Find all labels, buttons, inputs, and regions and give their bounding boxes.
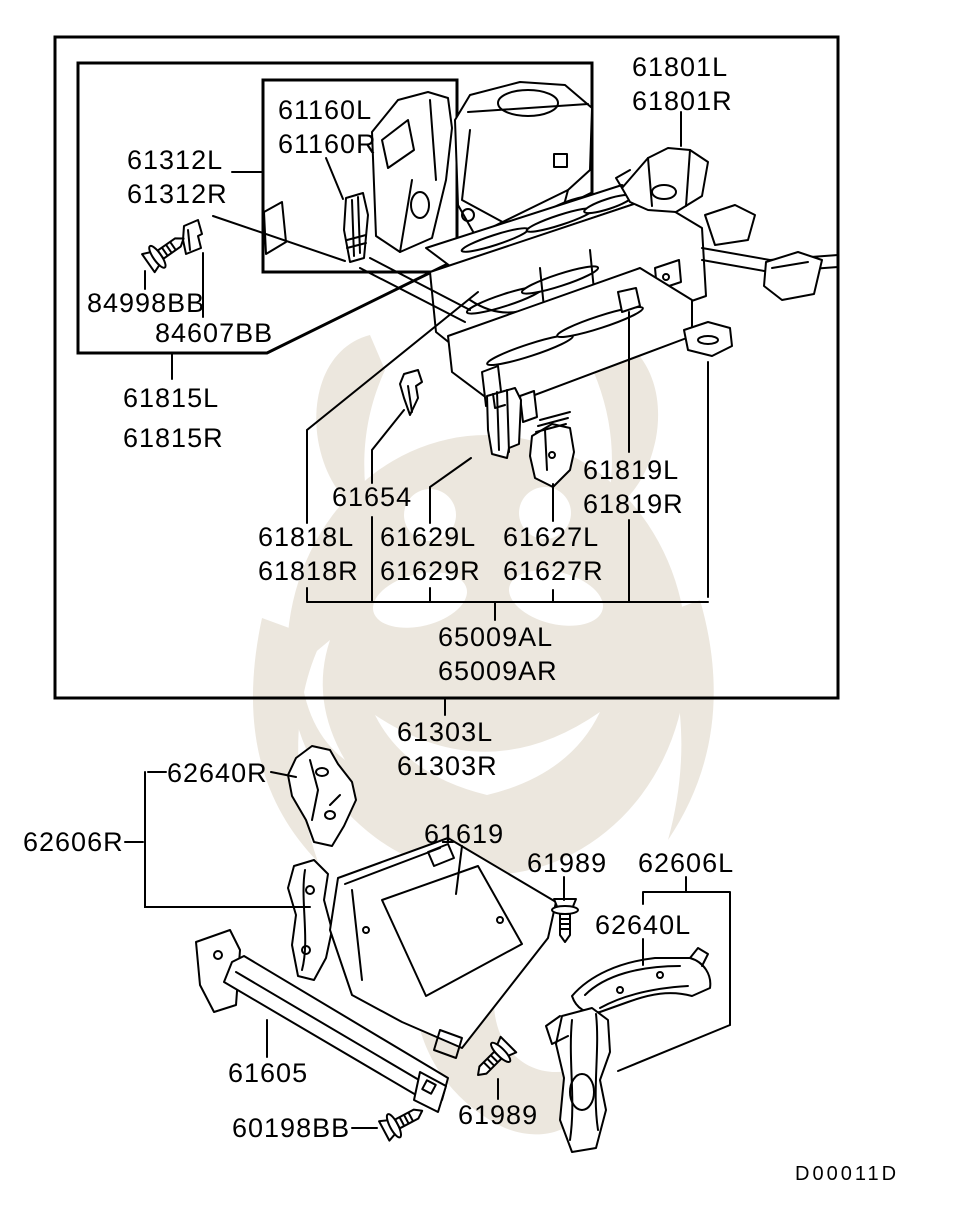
part-label-62640r xyxy=(167,756,268,790)
part-label-84607bb xyxy=(155,316,273,350)
part-number: 84998BB xyxy=(87,288,206,318)
bolt-icon-61989-upper xyxy=(552,899,578,942)
part-number: 60198BB xyxy=(232,1113,351,1143)
part-label-61312 xyxy=(127,143,228,211)
part-label-65009 xyxy=(438,620,558,688)
part-label-61818 xyxy=(258,520,359,588)
part-number: 61303R xyxy=(397,751,498,781)
part-drawing-rail-bracket xyxy=(684,322,732,356)
part-number: 61801R xyxy=(632,86,733,116)
part-label-61619 xyxy=(424,817,504,851)
part-number: 61815L xyxy=(123,383,220,413)
part-drawing-side-rail xyxy=(702,205,838,300)
part-number: 61303L xyxy=(397,717,494,747)
part-drawing-61801 xyxy=(616,148,708,212)
part-label-84998bb xyxy=(87,286,205,320)
part-number: 61629R xyxy=(380,556,481,586)
part-number: 61654 xyxy=(332,482,413,512)
part-label-61605 xyxy=(228,1056,308,1090)
part-number: 61627L xyxy=(503,522,600,552)
part-number: 65009AL xyxy=(438,622,554,652)
part-number: 61818R xyxy=(258,556,359,586)
diagram-code: D00011D xyxy=(795,1163,900,1185)
part-label-61815 xyxy=(123,378,224,458)
part-number: 61619 xyxy=(424,819,505,849)
part-number: 61801L xyxy=(632,52,729,82)
part-number: 62640R xyxy=(167,758,268,788)
bolt-icon-60198bb xyxy=(378,1099,428,1142)
part-number: 61819L xyxy=(583,455,680,485)
part-number: 62606L xyxy=(638,848,735,878)
part-number: 65009AR xyxy=(438,656,558,686)
part-drawing-61654 xyxy=(400,370,422,415)
part-label-62640l xyxy=(595,908,691,942)
part-number: 61815R xyxy=(123,423,224,453)
part-number: 61160L xyxy=(278,95,373,125)
part-label-60198bb xyxy=(232,1111,350,1145)
part-number: 61605 xyxy=(228,1058,309,1088)
part-number: 61312L xyxy=(127,145,224,175)
part-label-62606l xyxy=(638,846,734,880)
part-drawing-62606R xyxy=(288,860,332,980)
part-number: 62640L xyxy=(595,910,692,940)
part-number: 61312R xyxy=(127,179,228,209)
part-label-61654 xyxy=(332,480,412,514)
part-drawing-62640L xyxy=(572,948,710,1013)
part-label-61989-lower xyxy=(458,1098,538,1132)
leader-61160 xyxy=(326,158,343,199)
part-label-61629 xyxy=(380,520,481,588)
part-label-61989-upper xyxy=(527,846,607,880)
part-label-61801 xyxy=(632,50,733,118)
part-label-62606r xyxy=(23,825,124,859)
part-label-61627 xyxy=(503,520,604,588)
part-number: 61629L xyxy=(380,522,477,552)
part-drawing-84607-clip xyxy=(183,220,202,254)
part-number: 61819R xyxy=(583,489,684,519)
part-label-61160 xyxy=(278,93,377,161)
part-number: 84607BB xyxy=(155,318,274,348)
part-number: 61818L xyxy=(258,522,355,552)
part-number: 61160R xyxy=(278,129,377,159)
part-number: 61627R xyxy=(503,556,604,586)
part-label-61819 xyxy=(583,453,684,521)
part-number: 62606R xyxy=(23,827,124,857)
part-label-61303 xyxy=(397,715,498,783)
part-number: 61989 xyxy=(458,1100,539,1130)
part-number: 61989 xyxy=(527,848,608,878)
